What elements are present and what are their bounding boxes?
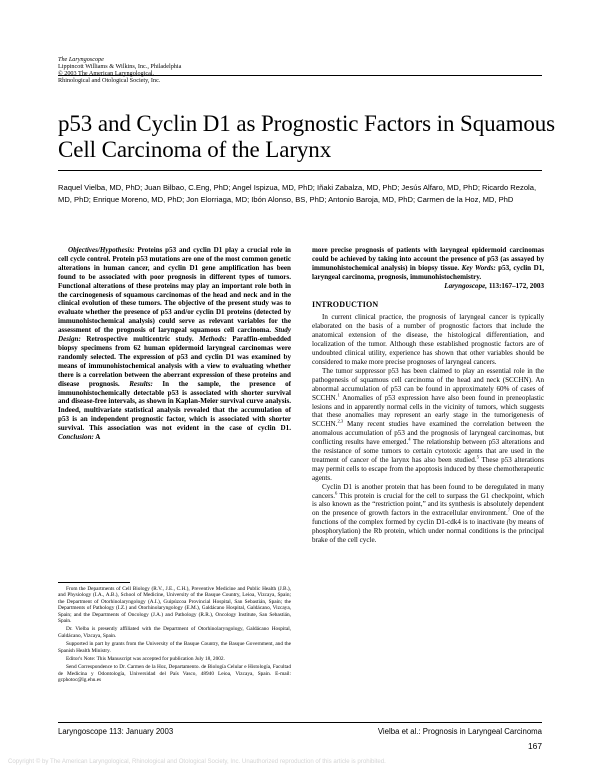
ref-sup: 6 (335, 490, 338, 496)
keywords-label: Key Words: (461, 263, 496, 272)
abstract-text (58, 246, 291, 442)
journal-header (58, 56, 358, 84)
ref-sup: 2,3 (337, 418, 344, 424)
footer-journal-issue: Laryngoscope 113: January 2003 (58, 727, 174, 736)
abstract-column (58, 246, 291, 442)
methods-label: Methods: (199, 335, 227, 344)
author-list: Raquel Vielba, MD, PhD; Juan Bilbao, C.Eng, PhD; Angel Ispizua, MD, PhD; Iñaki Zabalza, MD, PhD; Jesús Alfaro, MD, PhD; Ricardo Rezola, MD, PhD; Enrique Moreno, MD, PhD; Jon Elorriaga, MD; Ibón Alonso, BS, PhD; Antonio Baroja, MD, PhD; Carmen de la Hoz, MD, PhD (58, 183, 537, 205)
page-number: 167 (528, 741, 542, 751)
society-line: Rhinological and Otological Society, Inc. (58, 77, 161, 84)
footnote-rule (58, 582, 130, 583)
citation-journal: Laryngoscope, (444, 281, 488, 290)
objectives-text: Proteins p53 and cyclin D1 play a crucial role in cell cycle control. Protein p53 mutations are one of the most common genetic alterations in human cancer, and cyclin D1 gene amplification has been found to be associated with poor prognosis in different types of tumors. Functional alterations of these proteins may play an important role both in the carcinogenesis of squamous carcinomas of the head and neck and in the clinical evolution of these tumors. The objective of the present study was to evaluate whether the presence of p53 and/or cyclin D1 proteins (detected by immunohistochemical analysis) could serve as relevant variables for the assessment of the prognosis of laryngeal squamous cell carcinoma. (58, 246, 291, 335)
ref-sup: 7 (507, 508, 511, 514)
ref-sup: 5 (476, 454, 479, 460)
footnotes (58, 586, 291, 686)
publisher-line: Lippincott Williams & Wilkins, Inc., Philadelphia (58, 63, 182, 70)
citation-ref: 113:167–172, 2003 (487, 281, 544, 290)
article-title: p53 and Cyclin D1 as Prognostic Factors in Squamous Cell Carcinoma of the Larynx (58, 111, 556, 162)
footnote-affiliation-present: Dr. Vielba is presently affiliated with the Department of Otorhinolaryngology, Galdácano Hospital, Galdácano, Vizcaya, Spain. (58, 626, 291, 639)
intro-paragraph-1: In current clinical practice, the prognosis of laryngeal cancer is typically elaborated on the basis of a number of prognostic factors that include the anatomical extension of the disease, the histological differentiation, and localization of the tumor. Although these established prognostic factors are of undoubted clinical utility, experience has shown that other variables should be considered to make more precise prognoses of laryngeal cancers. (312, 313, 544, 366)
intro-p3-part-a: Cyclin D1 is another protein that has been found to be deregulated in many cancers. (312, 482, 544, 500)
copyright-line: © 2003 The American Laryngological, (58, 70, 155, 77)
introduction-heading: INTRODUCTION (312, 299, 379, 309)
intro-p3-part-b: This protein is crucial for the cell to surpass the G1 checkpoint, which is also known as the “restriction point,” and its synthesis is absolutely dependent on the presence of growth factors in the extracellular environment. (312, 491, 544, 518)
abstract-continuation (312, 246, 544, 282)
keywords-text: p53, cyclin D1, laryngeal carcinoma, prognosis, immunohistochemistry. (312, 263, 545, 281)
citation-line (312, 282, 544, 291)
conclusion-label: Conclusion: (58, 433, 94, 442)
conclusion-text-end: more precise prognosis of patients with laryngeal epidermoid carcinomas could be achieved by taking into account the presence of p53 (as assayed by immunohistochemical analysis) in biopsy tissue. (312, 246, 544, 272)
intro-p2-part-d: The relationship between p53 alterations and the resistance of some tumors to certain cytotoxic agents that are used in the treatment of cancer of the larynx has also been studied. (312, 438, 545, 464)
footer-running-title: Vielba et al.: Prognosis in Laryngeal Carcinoma (377, 727, 542, 736)
footnote-affiliations: From the Departments of Cell Biology (R.V., J.E., C.H.), Preventive Medicine and Public Health (J.B.), and Physiology (I.A., A.B.), School of Medicine, University of the Basque Country, Leioa, Vizcaya, Spain; the Department of Otorhinolaryngology (A.I.), Guipúzcoa Provincial Hospital, San Sebastián, Spain; the Departments of Pathology (I.Z.) and Otorhinolaryngology (E.M.), Galdácano Hospital, Galdácano, Vizcaya, Spain; and the Departments of Oncology (J.A.) and Pathology (R.R.), Oncology Institute, San Sebastián, Spain. (58, 586, 291, 625)
objectives-label: Objectives/Hypothesis: (68, 246, 135, 254)
intro-p2-part-b: Anomalies of p53 expression have also been found in preneoplastic lesions and in apparently normal cells in the vicinity of tumors, which suggests that these anomalies may represent an early stage in the tumorigenesis of SCCHN. (312, 393, 544, 429)
footnote-correspondence: Send Correspondence to Dr. Carmen de la Hoz, Departamento. de Biología Celular e Histología, Facultad de Medicina y Odontología, Universidad del País Vasco, 48940 Leioa, Vizcaya, Spain. E-mail: gcphotoc@lg.ehu.es (58, 664, 291, 684)
methods-text: Paraffin-embedded biopsy specimens from 62 human epidermoid laryngeal carcinomas were randomly selected. The expression of p53 and cyclin D1 was examined by means of immunohistochemical analysis with a view to evaluating whether there is a correlation between the aberrant expression of these proteins and disease prognosis. (58, 335, 291, 388)
copyright-watermark: Copyright © by The American Laryngological, Rhinological and Otological Society, Inc. Unauthorized reproduction of this article is prohibited. (8, 758, 386, 765)
intro-p3-part-c: One of the functions of the complex formed by cyclin D1-cdk4 is to inactivate (by means of phosphorylation) the Rb protein, which under normal conditions is the principal brake of the cell cycle. (312, 509, 544, 545)
design-label: Study Design: (58, 326, 291, 344)
results-text: In the sample, the presence of immunohistochemically detectable p53 is associated with shorter survival and disease-free intervals, as shown in Kaplan-Meier survival curve analysis. Indeed, multivariate statistical analysis revealed that the accumulation of p53 is an independent prognostic factor, which is associated with shorter survival. This association was not evident in the case of cyclin D1. (58, 379, 291, 433)
ref-sup: 4 (408, 436, 411, 442)
ref-sup: 1 (337, 392, 340, 398)
right-column (312, 246, 544, 545)
header-rule (58, 75, 542, 76)
conclusion-text-start: A (93, 433, 101, 442)
footnote-editor-note: Editor's Note: This Manuscript was accepted for publication July 18, 2002. (66, 656, 225, 663)
journal-name: The Laryngoscope (58, 56, 104, 63)
intro-p2-part-a: The tumor suppressor p53 has been claimed to play an essential role in the pathogenesis of squamous cell carcinoma of the head and neck (SCCHN). An abnormal accumulation of p53 can be found in approximately 60% of cases of SCCHN. (312, 366, 544, 402)
design-text: Retrospective multicentric study. (80, 335, 194, 344)
footer-rule (58, 722, 542, 723)
intro-p2-part-c: Many recent studies have examined the correlation between the anomalous accumulation of p53 and the prognosis of laryngeal carcinomas, but conflicting results have emerged. (312, 420, 544, 447)
intro-paragraph-3 (312, 483, 544, 545)
results-label: Results: (129, 379, 153, 388)
intro-p2-part-e: These p53 alterations may permit cells to escape from the apoptosis induced by these chemotherapeutic agents. (312, 455, 544, 482)
footnote-funding: Supported in part by grants from the University of the Basque Country, the Basque Government, and the Spanish Health Ministry. (58, 641, 291, 654)
title-rule (58, 170, 542, 171)
intro-paragraph-2 (312, 367, 544, 483)
